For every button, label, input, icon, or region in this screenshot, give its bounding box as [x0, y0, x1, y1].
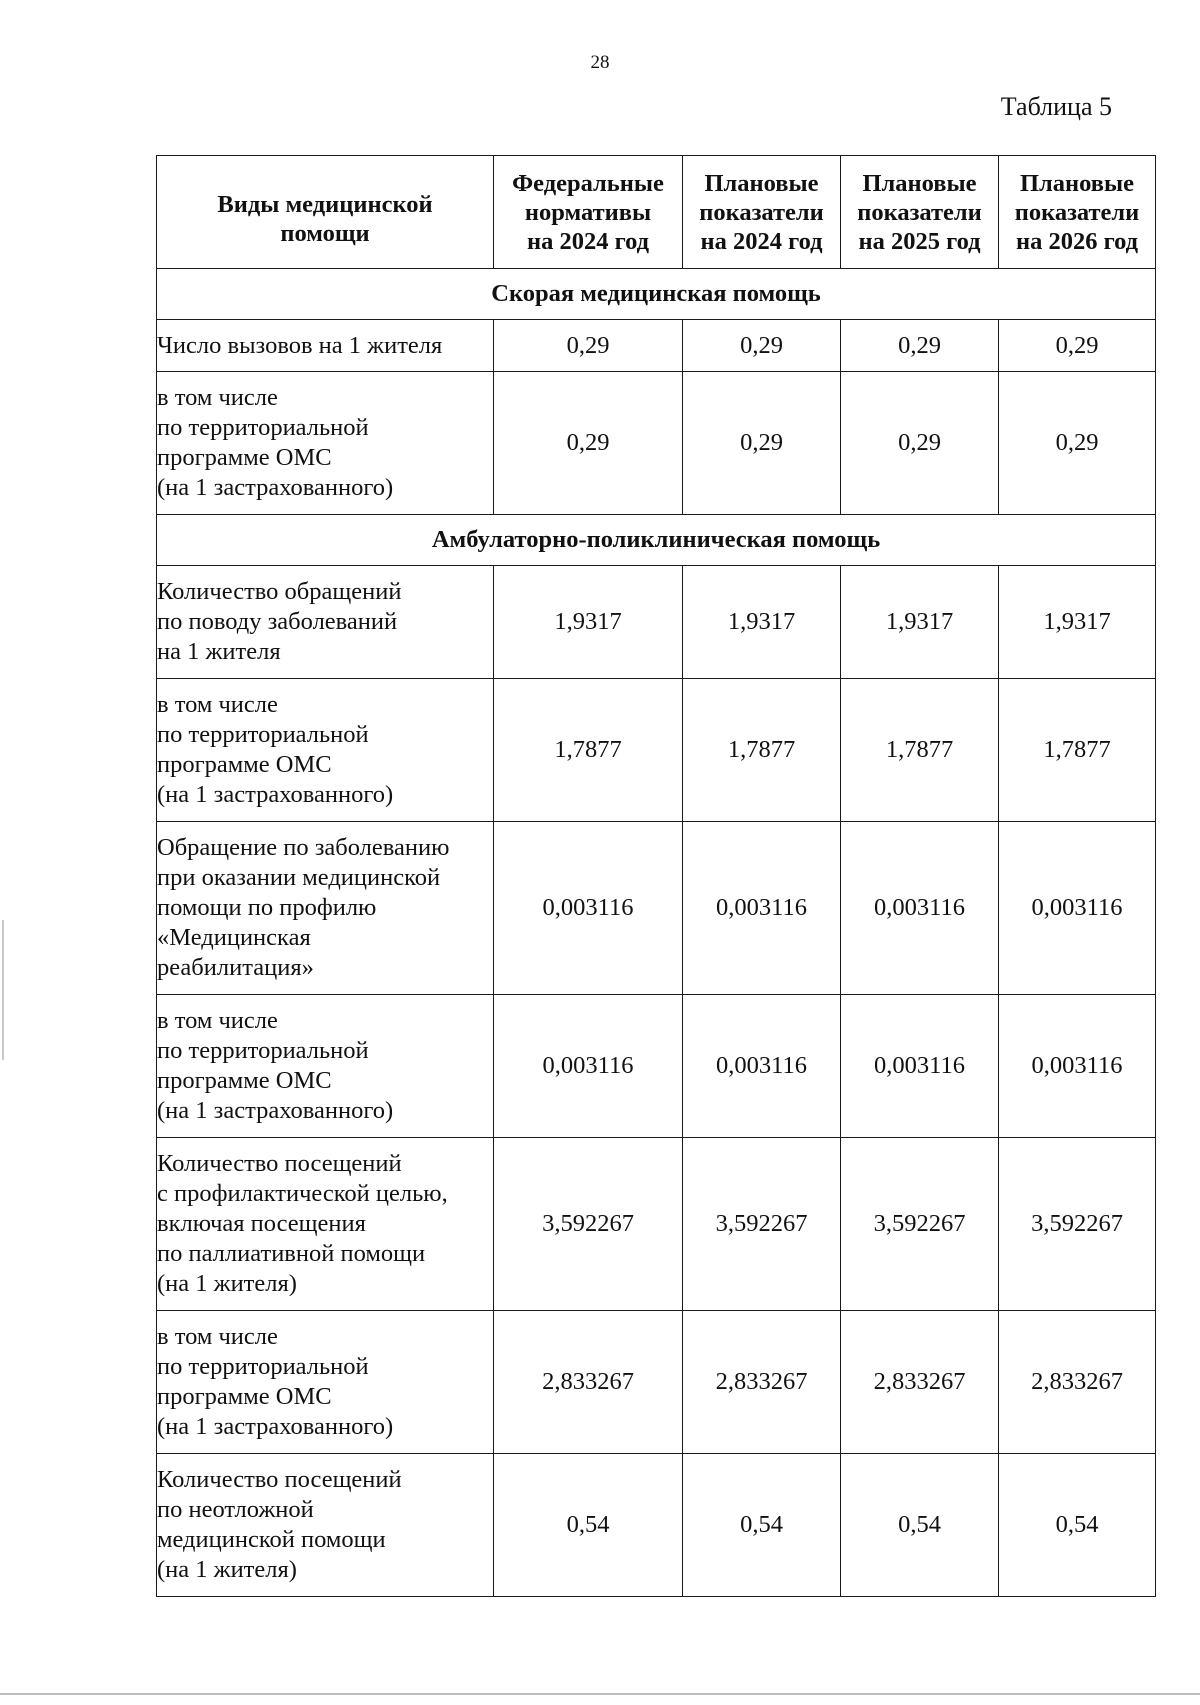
table-row — [157, 566, 1156, 679]
row-value: 2,833267 — [494, 1311, 683, 1454]
row-value: 2,833267 — [999, 1311, 1156, 1454]
row-label: Количество посещений с профилактической целью, включая посещения по паллиативной помощи (на 1 жителя) — [157, 1138, 494, 1311]
row-value: 3,592267 — [683, 1138, 841, 1311]
row-value: 0,29 — [999, 372, 1156, 515]
row-value: 0,29 — [683, 320, 841, 372]
row-value: 0,003116 — [494, 995, 683, 1138]
row-value: 0,003116 — [999, 822, 1156, 995]
row-label: в том числе по территориальной программе ОМС (на 1 застрахованного) — [157, 372, 494, 515]
row-value: 1,9317 — [683, 566, 841, 679]
row-value: 1,9317 — [841, 566, 999, 679]
row-value: 0,003116 — [494, 822, 683, 995]
table-caption: Таблица 5 — [1000, 92, 1112, 121]
table-row — [157, 372, 1156, 515]
row-value: 0,54 — [999, 1454, 1156, 1597]
row-value: 1,9317 — [494, 566, 683, 679]
row-value: 0,29 — [841, 372, 999, 515]
row-label: Количество посещений по неотложной медицинской помощи (на 1 жителя) — [157, 1454, 494, 1597]
row-value: 3,592267 — [999, 1138, 1156, 1311]
section-header-row — [157, 269, 1156, 320]
row-value: 0,29 — [841, 320, 999, 372]
section-title: Амбулаторно-поликлиническая помощь — [157, 515, 1156, 566]
row-value: 0,29 — [999, 320, 1156, 372]
row-value: 1,7877 — [999, 679, 1156, 822]
row-label: Количество обращений по поводу заболеваний на 1 жителя — [157, 566, 494, 679]
table-row — [157, 822, 1156, 995]
indicators-table — [156, 155, 1156, 1597]
table-row — [157, 320, 1156, 372]
scan-edge-left — [2, 920, 4, 1060]
row-value: 1,7877 — [841, 679, 999, 822]
row-value: 1,7877 — [683, 679, 841, 822]
table-row — [157, 1311, 1156, 1454]
header-care-type: Виды медицинской помощи — [157, 156, 494, 269]
row-value: 2,833267 — [841, 1311, 999, 1454]
header-plan-2024: Плановые показатели на 2024 год — [683, 156, 841, 269]
row-label: в том числе по территориальной программе ОМС (на 1 застрахованного) — [157, 995, 494, 1138]
row-value: 0,29 — [494, 320, 683, 372]
row-value: 3,592267 — [494, 1138, 683, 1311]
row-value: 0,003116 — [683, 822, 841, 995]
table-row — [157, 1454, 1156, 1597]
header-federal-2024: Федеральные нормативы на 2024 год — [494, 156, 683, 269]
row-label: Число вызовов на 1 жителя — [157, 320, 494, 372]
row-value: 0,29 — [683, 372, 841, 515]
row-label: Обращение по заболеванию при оказании медицинской помощи по профилю «Медицинская реабилитация» — [157, 822, 494, 995]
row-value: 0,54 — [494, 1454, 683, 1597]
row-label: в том числе по территориальной программе ОМС (на 1 застрахованного) — [157, 679, 494, 822]
row-value: 1,7877 — [494, 679, 683, 822]
row-value: 0,003116 — [999, 995, 1156, 1138]
table-body — [157, 156, 1156, 1597]
row-value: 0,003116 — [683, 995, 841, 1138]
row-value: 0,29 — [494, 372, 683, 515]
table-header-row — [157, 156, 1156, 269]
row-value: 0,003116 — [841, 822, 999, 995]
page-number: 28 — [590, 52, 610, 73]
row-value: 0,54 — [683, 1454, 841, 1597]
section-header-row — [157, 515, 1156, 566]
scan-edge — [0, 1693, 1200, 1695]
header-plan-2026: Плановые показатели на 2026 год — [999, 156, 1156, 269]
table-row — [157, 1138, 1156, 1311]
header-plan-2025: Плановые показатели на 2025 год — [841, 156, 999, 269]
row-value: 1,9317 — [999, 566, 1156, 679]
row-value: 0,003116 — [841, 995, 999, 1138]
section-title: Скорая медицинская помощь — [157, 269, 1156, 320]
row-value: 0,54 — [841, 1454, 999, 1597]
table-row — [157, 995, 1156, 1138]
row-value: 3,592267 — [841, 1138, 999, 1311]
row-value: 2,833267 — [683, 1311, 841, 1454]
row-label: в том числе по территориальной программе ОМС (на 1 застрахованного) — [157, 1311, 494, 1454]
table-row — [157, 679, 1156, 822]
